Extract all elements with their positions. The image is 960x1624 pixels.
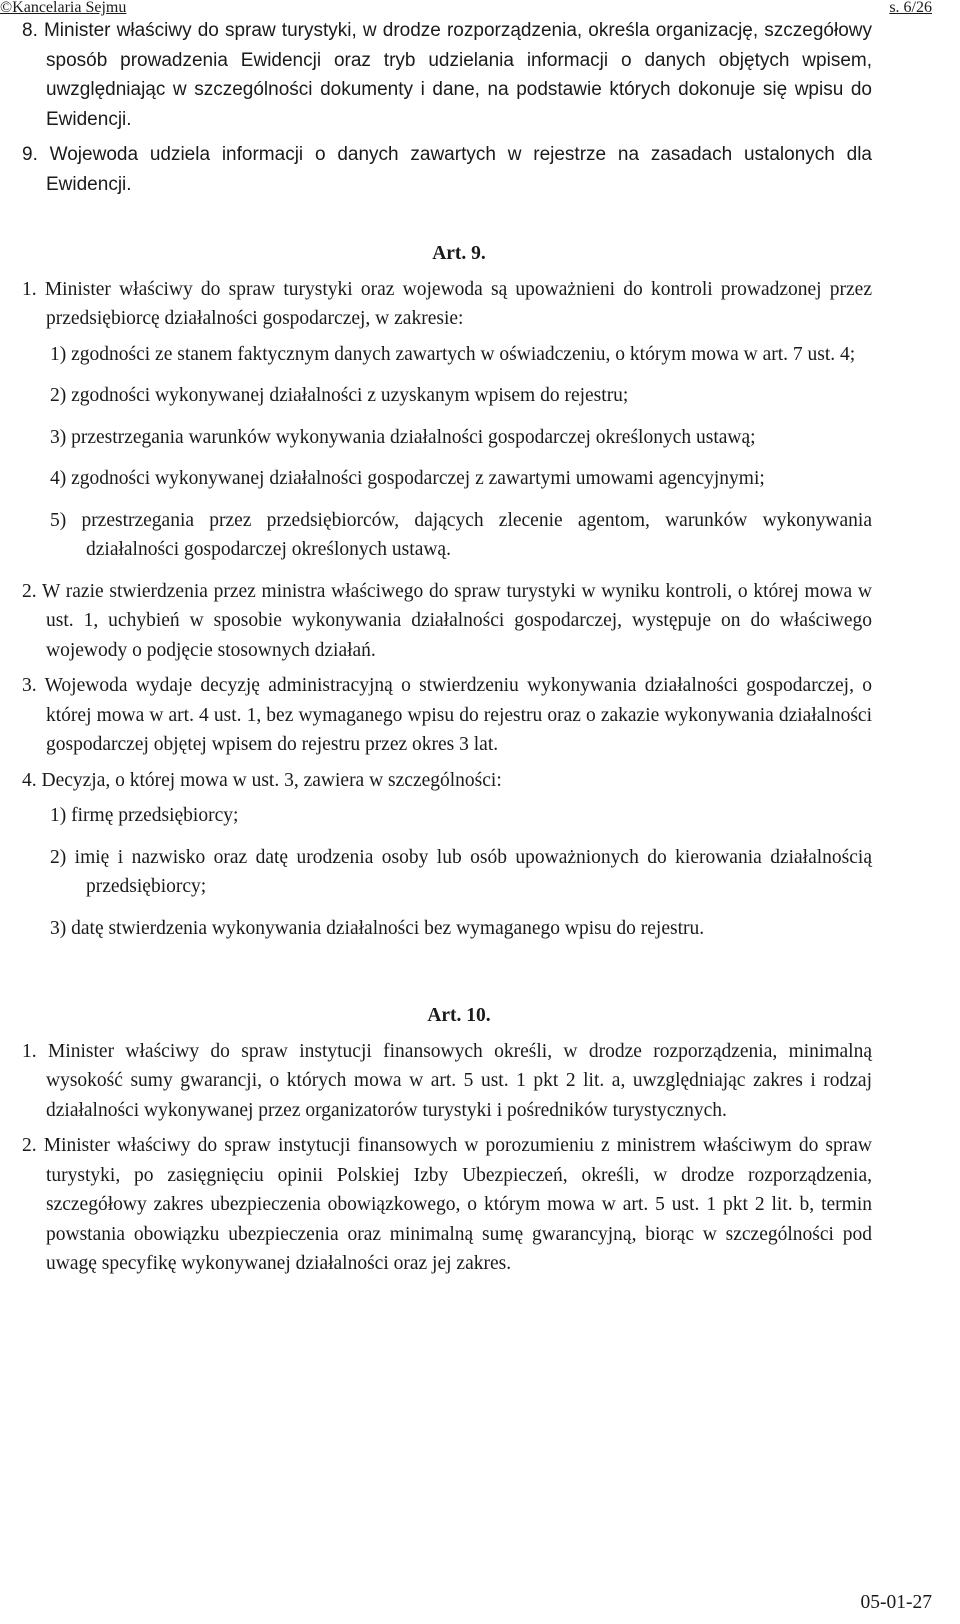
paragraph-9: 9. Wojewoda udziela informacji o danych zawartych w rejestrze na zasadach ustalonych dla Ewidencji. (22, 144, 872, 195)
list-item: 4) zgodności wykonywanej działalności gospodarczej z zawartymi umowami agencyjnymi; (50, 468, 765, 489)
article-10-ust-1: 1. Minister właściwy do spraw instytucji finansowych określi, w drodze rozporządzenia, minimalną wysokość sumy gwarancji, o których mowa w art. 5 ust. 1 pkt 2 lit. a, uwzględniając zakres i rodzaj działalności wykonywanej przez organizatorów turystyki i pośredników turystycznych. (22, 1040, 872, 1121)
article-9-ust-3: 3. Wojewoda wydaje decyzję administracyjną o stwierdzeniu wykonywania działalności gospodarczej, o której mowa w art. 4 ust. 1, bez wymaganego wpisu do rejestru oraz o zakazie wykonywania działalności gospodarczej objętej wpisem do rejestru przez okres 3 lat. (22, 675, 872, 755)
document-date: 05-01-27 (860, 1592, 932, 1613)
list-item: 2) imię i nazwisko oraz datę urodzenia osoby lub osób upoważnionych do kierowania działalnością przedsiębiorcy; (50, 846, 872, 897)
document-body (22, 16, 872, 1285)
article-9-title: Art. 9. (432, 243, 486, 264)
list-item: 1) firmę przedsiębiorcy; (50, 805, 239, 826)
list-item: 1) zgodności ze stanem faktycznym danych zawartych w oświadczeniu, o którym mowa w art. 7 ust. 4; (50, 343, 856, 365)
article-10-ust-2: 2. Minister właściwy do spraw instytucji finansowych w porozumieniu z ministrem właściwym do spraw turystyki, po zasięgnięciu opinii Polskiej Izby Ubezpieczeń, określi, w drodze rozporządzenia, szczegółowy zakres ubezpieczenia obowiązkowego, o którym mowa w art. 5 ust. 1 pkt 2 lit. b, termin powstania obowiązku ubezpieczenia oraz minimalną sumę gwarancyjną, biorąc w szczególności pod uwagę specyfikę wykonywanej działalności oraz jej zakres. (22, 1135, 872, 1274)
paragraph-8: 8. Minister właściwy do spraw turystyki, w drodze rozporządzenia, określa organizację, szczegółowy sposób prowadzenia Ewidencji oraz tryb udzielania informacji o danych objętych wpisem, uwzględniając w szczególności dokumenty i dane, na podstawie których dokonuje się wpisu do Ewidencji. (22, 20, 872, 130)
article-9-ust-1: 1. Minister właściwy do spraw turystyki oraz wojewoda są upoważnieni do kontroli prowadzonej przez przedsiębiorcę działalności gospodarczej, w zakresie: (22, 278, 872, 329)
publisher-label: ©Kancelaria Sejmu (0, 0, 127, 16)
list-item: 3) przestrzegania warunków wykonywania działalności gospodarczej określonych ustawą; (50, 426, 756, 448)
article-10-title: Art. 10. (427, 1005, 491, 1026)
list-item: 3) datę stwierdzenia wykonywania działalności bez wymaganego wpisu do rejestru. (50, 917, 705, 939)
article-9-ust-2: 2. W razie stwierdzenia przez ministra właściwego do spraw turystyki w wyniku kontroli, o której mowa w ust. 1, uchybień w sposobie wykonywania działalności gospodarczej, występuje on do właściwego wojewody o podjęcie stosownych działań. (22, 580, 872, 661)
page-number: s. 6/26 (889, 0, 932, 16)
list-item: 2) zgodności wykonywanej działalności z uzyskanym wpisem do rejestru; (50, 385, 629, 406)
list-item: 5) przestrzegania przez przedsiębiorców, dających zlecenie agentom, warunków wykonywania działalności gospodarczej określonych ustawą. (50, 509, 872, 560)
article-9-ust-4: 4. Decyzja, o której mowa w ust. 3, zawiera w szczególności: (22, 769, 502, 791)
